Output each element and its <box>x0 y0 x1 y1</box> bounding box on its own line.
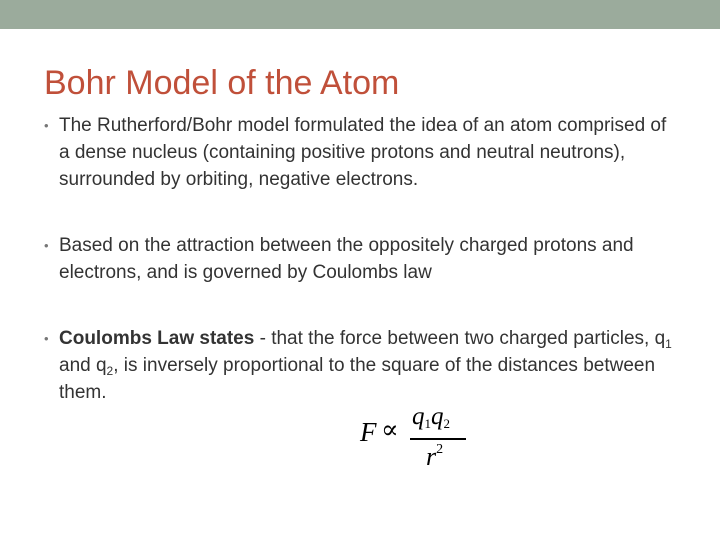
bullet-item-attraction <box>40 232 680 286</box>
proportional-icon: ∝ <box>381 415 399 444</box>
bullet-item-coulombs-law <box>40 325 680 406</box>
bullet-bold-lead: Coulombs Law states <box>59 328 255 349</box>
formula-var: q <box>431 403 444 430</box>
formula-numerator <box>412 403 450 431</box>
bullet-text-part: - that the force between two charged particles, q <box>254 328 666 349</box>
bullet-item-rutherford-bohr <box>40 112 680 193</box>
formula-subscript: 1 <box>424 416 431 431</box>
fraction-bar <box>410 438 466 440</box>
formula-force-symbol: F <box>360 417 377 447</box>
formula-exponent: 2 <box>436 442 444 457</box>
bullet-marker: • <box>44 238 49 253</box>
bullet-text-part: and q <box>59 355 107 376</box>
subscript: 1 <box>665 337 672 351</box>
subscript: 2 <box>106 364 114 378</box>
bullet-marker: • <box>44 331 49 346</box>
formula-var: q <box>412 403 425 430</box>
slide-title: Bohr Model of the Atom <box>44 64 400 102</box>
bullet-list <box>40 112 680 445</box>
formula-subscript: 2 <box>443 416 450 431</box>
formula-var: r <box>426 442 437 471</box>
formula-denominator <box>426 441 443 473</box>
coulombs-law-formula <box>360 403 470 481</box>
bullet-text: Based on the attraction between the oppositely charged protons and electrons, and is governed by Coulombs law <box>59 235 634 283</box>
bullet-text: The Rutherford/Bohr model formulated the idea of an atom comprised of a dense nucleus (containing positive protons and neutral neutrons), surrounded by orbiting, negative electrons. <box>59 115 667 190</box>
bullet-text-part: , is inversely proportional to the square of the distances between them. <box>59 355 656 403</box>
top-accent-band <box>0 0 720 29</box>
bullet-marker: • <box>44 118 49 133</box>
